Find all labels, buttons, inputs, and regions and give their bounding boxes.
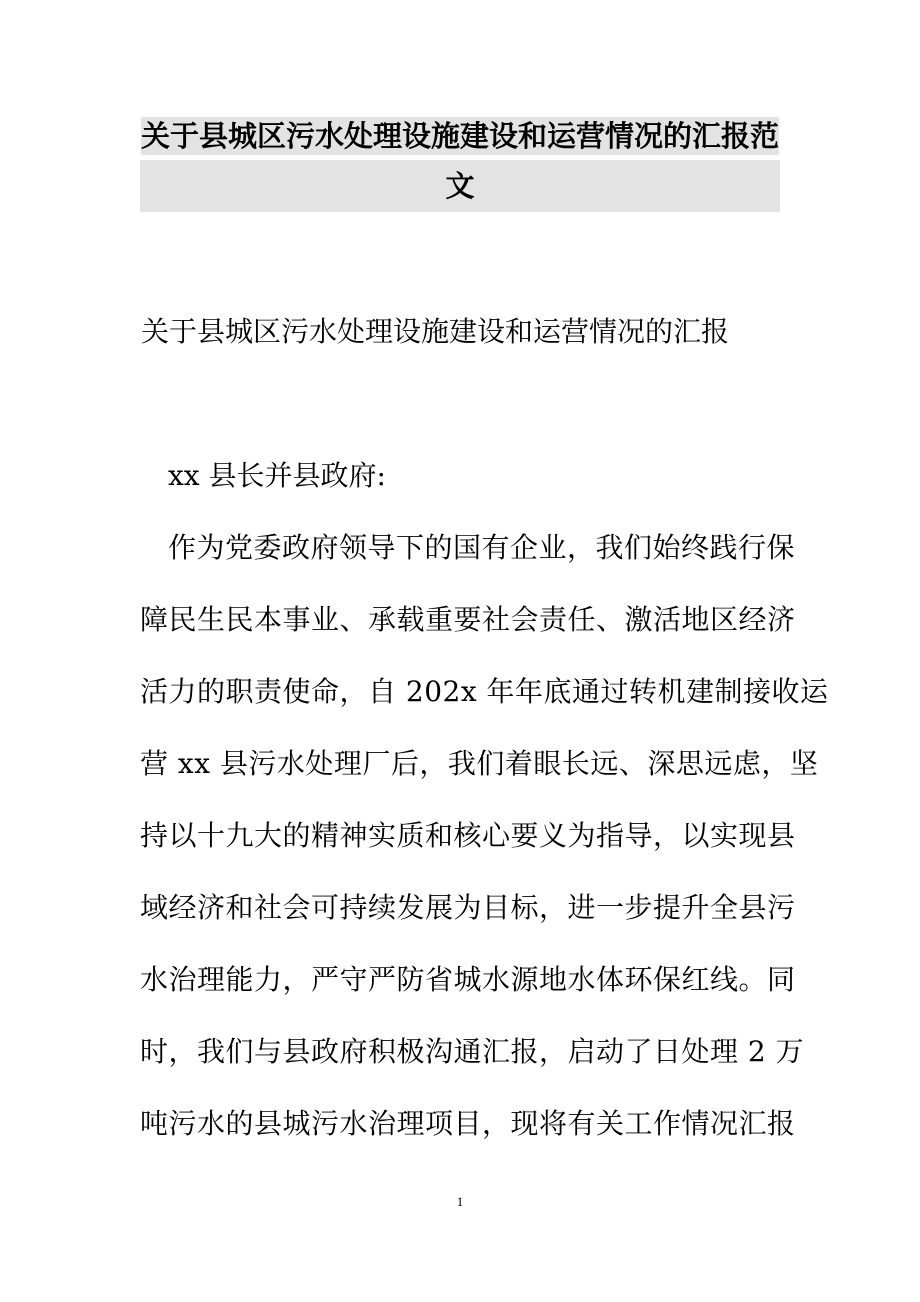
- body-line: 障民生民本事业、承载重要社会责任、激活地区经济: [140, 603, 796, 636]
- body-line: 作为党委政府领导下的国有企业，我们始终践行保: [168, 531, 796, 564]
- title-line-1: 关于县城区污水处理设施建设和运营情况的汇报范: [140, 119, 779, 153]
- document-subtitle: 关于县城区污水处理设施建设和运营情况的汇报: [141, 315, 730, 348]
- body-line: 时，我们与县政府积极沟通汇报，启动了日处理 2 万: [140, 1035, 805, 1068]
- body-line: 活力的职责使命，自 202x 年年底通过转机建制接收运: [140, 675, 829, 708]
- page-number: 1: [456, 1194, 464, 1209]
- document-title: [140, 112, 780, 212]
- body-line: 营 xx 县污水处理厂后，我们着眼长远、深思远虑，坚: [140, 747, 819, 780]
- title-line-2: 文: [445, 169, 475, 203]
- salutation: xx 县长并县政府:: [168, 459, 386, 492]
- body-paragraph: [140, 524, 829, 1172]
- body-line: 域经济和社会可持续发展为目标，进一步提升全县污: [140, 891, 796, 924]
- body-line: 水治理能力，严守严防省城水源地水体环保红线。同: [140, 963, 796, 996]
- title-line-2-wrap: [140, 160, 780, 212]
- body-line: 持以十九大的精神实质和核心要义为指导，以实现县: [140, 819, 796, 852]
- body-line: 吨污水的县城污水治理项目，现将有关工作情况汇报: [140, 1107, 796, 1140]
